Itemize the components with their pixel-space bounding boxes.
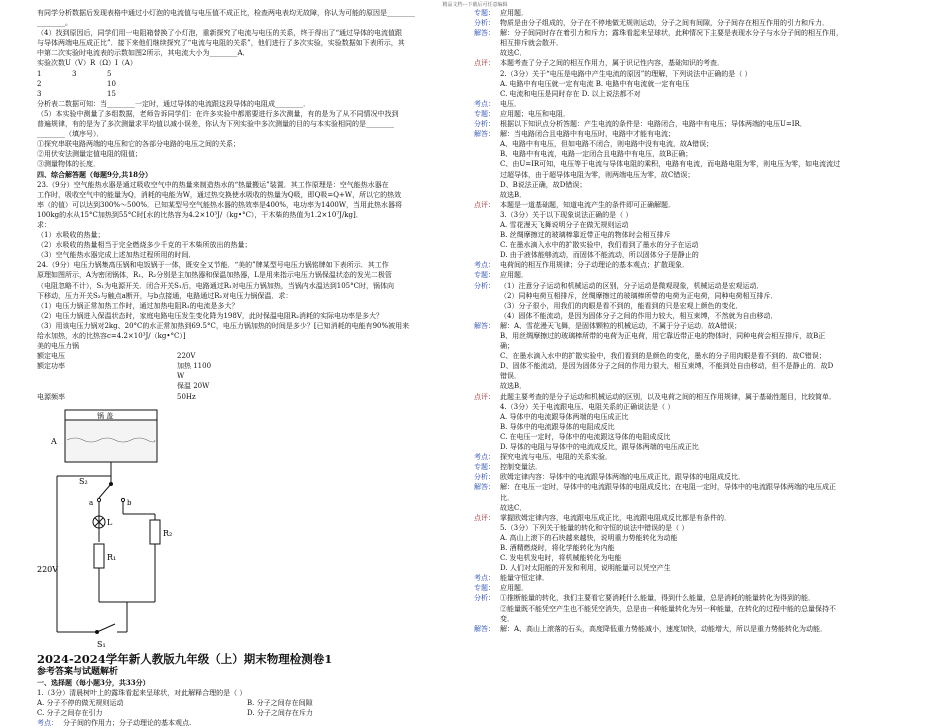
kd-text: 分子间的作用力；分子动理论的基本观点. bbox=[63, 719, 192, 728]
right-column bbox=[474, 8, 916, 672]
answer-line bbox=[474, 402, 916, 412]
answer-line bbox=[474, 270, 916, 280]
answer-text: 变． bbox=[500, 614, 514, 623]
answer-text: 故选B． bbox=[500, 190, 527, 199]
table-cell: 5 bbox=[107, 69, 112, 78]
pot-lid-label: 锅 盖 bbox=[97, 411, 114, 420]
answer-text: A. 雪花漫天飞舞说明分子在做无规则运动 bbox=[500, 220, 629, 229]
answer-text: 物质是由分子组成的，分子在不停地做无规则运动，分子之间有间隙，分子间存在相互作用的引力和斥力． bbox=[500, 19, 829, 28]
text-line: 下移动，压力开关S₂与触点a断开，与b点接通，电路通过R₂对电压力锅保温．求： bbox=[37, 291, 293, 300]
label-a-vessel: A bbox=[51, 436, 57, 446]
answer-text: 解：分子间同时存在着引力和斥力；露珠看起来呈球状，此种情况下主要是表现水分子与水分子间的相互作用， bbox=[500, 29, 843, 38]
answer-line bbox=[474, 230, 916, 240]
answer-line bbox=[474, 180, 916, 190]
nameplate-value: 220V bbox=[177, 352, 196, 361]
nameplate-value: 50Hz bbox=[177, 392, 196, 401]
nameplate-key bbox=[37, 381, 177, 391]
answer-text: B. 酒精燃烧时，将化学能转化为内能 bbox=[500, 543, 615, 552]
answer-line bbox=[474, 593, 916, 603]
answer-text: 4.（3分）关于电流跟电压、电阻关系的正确说法是（ ） bbox=[500, 402, 675, 411]
answer-text: 应用题． bbox=[500, 271, 528, 280]
answer-line bbox=[474, 422, 916, 432]
table-row bbox=[37, 69, 465, 79]
answer-line bbox=[474, 220, 916, 230]
nameplate-value: W bbox=[177, 372, 185, 381]
label-r1: R₁ bbox=[107, 552, 117, 562]
answer-text: 控制变量法． bbox=[500, 463, 542, 472]
answer-text: D、B说法正确，故D错误； bbox=[500, 180, 587, 189]
answer-line bbox=[474, 291, 916, 301]
kd-label: 考点： bbox=[37, 719, 58, 728]
text-line: （1）水吸收的热量； bbox=[37, 231, 105, 240]
answer-text: 根据以下知识点分析答题：产生电流的条件是：电路闭合，电路中有电压；导体两端的电压U=IR． bbox=[500, 120, 807, 129]
section-label: 点评： bbox=[474, 200, 495, 209]
resistor-r2 bbox=[150, 520, 160, 544]
section-label: 解答： bbox=[474, 624, 495, 633]
answer-line bbox=[474, 321, 916, 331]
answer-line bbox=[474, 462, 916, 472]
answer-line bbox=[474, 99, 916, 109]
table-cell: 15 bbox=[107, 89, 116, 98]
answer-line bbox=[474, 240, 916, 250]
answer-text: 本题考查了分子之间的相互作用力，属于识记性内容，基础知识的考查． bbox=[500, 59, 724, 68]
text-line: ________。 bbox=[37, 19, 72, 28]
answer-line bbox=[474, 513, 916, 523]
nameplate-key: 电源频率 bbox=[37, 392, 65, 401]
answer-text: 电荷间的相互作用规律；分子动理论的基本观点；扩散现象． bbox=[500, 261, 689, 270]
answer-text: 比． bbox=[500, 493, 514, 502]
table-cell: 10 bbox=[107, 79, 116, 88]
answer-line bbox=[474, 149, 916, 159]
question-23 bbox=[37, 180, 465, 261]
table-cell: 3 bbox=[37, 89, 42, 98]
answer-text: C、在墨水滴入水中的扩散实验中，我们看到的是颜色的变化，墨水的分子用肉眼是看不到的．故C错误； bbox=[500, 352, 826, 361]
table-cell bbox=[142, 89, 177, 99]
answer-line bbox=[474, 200, 916, 210]
text-line: 求： bbox=[37, 220, 51, 229]
answer-text: A. 导体中的电流跟导体两端的电压成正比 bbox=[500, 412, 629, 421]
answer-text: 3.（3分）关于以下现象说法正确的是（ ） bbox=[500, 210, 633, 219]
section-label: 考点： bbox=[474, 99, 495, 108]
answer-option: A. 分子不停的做无规则运动 bbox=[37, 698, 124, 707]
switch-s1-blade bbox=[97, 624, 115, 632]
answer-text: 应用题． bbox=[500, 9, 528, 17]
answer-line bbox=[474, 604, 916, 614]
question-24 bbox=[37, 260, 465, 351]
answer-line bbox=[474, 543, 916, 553]
answer-line bbox=[474, 28, 916, 38]
answer-text: 本题是一道基础题，知道电流产生的条件即可正确解题． bbox=[500, 200, 675, 209]
answer-line bbox=[474, 109, 916, 119]
answer-text: 掌握欧姆定律内容，电流跟电压成正比，电流跟电阻成反比都是有条件的． bbox=[500, 513, 731, 522]
answer-text: 电压． bbox=[500, 99, 521, 108]
answer-text: ②能量既不能凭空产生也不能凭空消失，总是由一种能量转化为另一种能量，在转化的过程中能的总量保持不 bbox=[500, 604, 836, 613]
section-label: 分析： bbox=[474, 19, 495, 28]
answer-line bbox=[474, 614, 916, 624]
answer-text: （1）注意分子运动和机械运动的区别，分子运动是微观现象，机械运动是宏观运动． bbox=[500, 281, 764, 290]
text-line: （电阻忽略不计），S₁为电源开关．闭合开关S₁后，电路通过R₁对电压力锅加热，当锅内水温达到105°C时，锅体向 bbox=[37, 281, 394, 290]
label-supply-voltage: 220V bbox=[37, 564, 59, 574]
answer-line bbox=[474, 79, 916, 89]
table-cell: 3 bbox=[72, 69, 77, 78]
answer-line bbox=[474, 482, 916, 492]
answer-line bbox=[474, 624, 916, 634]
answer-line bbox=[474, 311, 916, 321]
answer-text: D、固体不能流动，是因为固体分子之间的作用力很大，相互束缚，不能到处自由移动，但不是静止的．故D bbox=[500, 362, 834, 371]
section-label: 考点： bbox=[474, 574, 495, 583]
answer-text: 解：A、高山上滚落的石头，高度降低重力势能减小，速度加快，动能增大，所以是重力势能转化为动能． bbox=[500, 624, 828, 633]
text-line: （2）水吸收的热量相当于完全燃烧多少千克的干木柴所放出的热量； bbox=[37, 241, 252, 250]
switch-s2-blade bbox=[99, 484, 111, 498]
answer-text: 应用题；电压和电阻． bbox=[500, 109, 570, 118]
label-contact-b: b bbox=[127, 498, 132, 507]
q22-continued bbox=[37, 8, 465, 69]
answer-text: 故选B． bbox=[500, 382, 527, 391]
answer-line bbox=[474, 493, 916, 503]
label-s2: S₂ bbox=[79, 476, 88, 486]
answer-text: （3）分子很小，用我们的肉眼是看不到的，能看到的只是宏观上颜色的变化． bbox=[500, 301, 743, 310]
answer-line bbox=[474, 573, 916, 583]
label-contact-a: a bbox=[89, 498, 94, 507]
answer-text: （2）同种电荷互相排斥，丝绸摩擦过的玻璃棒所带的电荷为正电荷，同种电荷相互排斥． bbox=[500, 291, 778, 300]
answer-line bbox=[474, 533, 916, 543]
answer-text: 错误． bbox=[500, 372, 521, 381]
text-line: 普遍规律，有的是为了多次测量求平均值以减小误差，你认为下列实验中多次测量的目的与本实验相同的是________ bbox=[37, 120, 394, 129]
answer-text: 欧姆定律内容：导体中的电流跟导体两端的电压成正比，跟导体的电阻成反比． bbox=[500, 473, 745, 482]
answer-line bbox=[474, 381, 916, 391]
nameplate-key: 额定电压 bbox=[37, 352, 65, 361]
label-s1: S₁ bbox=[97, 639, 106, 649]
answer-line bbox=[474, 442, 916, 452]
pressure-cooker-circuit-diagram bbox=[37, 402, 187, 652]
answer-text: ①推断能量的转化，我们主要看它要消耗什么能量，得到什么能量，总是消耗的能量转化为得到的能． bbox=[500, 594, 815, 603]
answer-line bbox=[474, 553, 916, 563]
text-line: （3）空气能热水器完成上述加热过程所用的时间． bbox=[37, 251, 196, 260]
nameplate-key bbox=[37, 371, 177, 381]
q22-analysis bbox=[37, 99, 465, 170]
experiment-table bbox=[37, 69, 465, 99]
answer-line bbox=[474, 38, 916, 48]
table-row bbox=[37, 79, 465, 89]
pot-body bbox=[65, 420, 157, 462]
section-label: 分析： bbox=[474, 594, 495, 603]
answer-text: 解：当电路闭合且电路中有电压时，电路中才能有电流； bbox=[500, 130, 675, 139]
answer-line bbox=[474, 210, 916, 220]
nameplate-value: 保温 20W bbox=[177, 382, 210, 391]
nameplate-key: 额定功率 bbox=[37, 362, 65, 371]
answer-line bbox=[474, 341, 916, 351]
section-label: 专题： bbox=[474, 109, 495, 118]
answer-line bbox=[474, 523, 916, 533]
answer-text: 解：在电压一定时，导体中的电流跟导体的电阻成反比；在电阻一定时，导体中的电流跟导体两端的电压成正 bbox=[500, 483, 836, 492]
section-label: 考点： bbox=[474, 453, 495, 462]
answer-text: B、用丝绸摩擦过的玻璃棒所带的电荷为正电荷，用它靠近带正电的物体时，同种电荷会相互排斥，故B正 bbox=[500, 332, 826, 340]
section-label: 专题： bbox=[474, 463, 495, 472]
answer-option: C. 分子之间存在引力 bbox=[37, 708, 103, 717]
text-line: ②用伏安法测量定值电阻的阻值； bbox=[37, 150, 142, 159]
page-watermark: 精品文档---下载后可任意编辑 bbox=[442, 2, 508, 8]
answer-text: 此题主要考查的是分子运动和机械运动的区别，以及电荷之间的相互作用规律，属于基础性题目，比较简单． bbox=[500, 392, 836, 401]
answer-option: B. 分子之间存在间隙 bbox=[247, 698, 313, 707]
section-label: 解答： bbox=[474, 130, 495, 139]
text-line: 原理如图所示，A为密闭锅体，R₁、R₂分别是主加热器和保温加热器，L是用来指示电压力锅保温状态的发光二极管 bbox=[37, 271, 392, 280]
answer-line bbox=[474, 18, 916, 28]
section-label: 分析： bbox=[474, 473, 495, 482]
nameplate-table bbox=[37, 351, 465, 401]
text-line: 23.（9分）空气能热水器是通过吸收空气中的热量来制造热水的“热量搬运”装置．其工作原理是：空气能热水器在 bbox=[37, 180, 389, 189]
section-label: 解答： bbox=[474, 29, 495, 38]
text-line: （1）电压力锅正常加热工作时，通过加热电阻R₁的电流是多大？ bbox=[37, 301, 239, 310]
text-line: （5）本实验中测量了多组数据，老师告诉同学们：在许多实验中都需要进行多次测量，有的是为了从不同情况中找到 bbox=[37, 109, 399, 118]
answer-line bbox=[474, 472, 916, 482]
answer-line bbox=[474, 8, 916, 18]
answer-text: C. 在电压一定时，导体中的电流跟这导体的电阻成反比 bbox=[500, 432, 671, 441]
text-line: 工作时，吸收空气中的能量为Q，消耗的电能为W，通过热交换使水吸收的热量为Q吸，即Q吸=Q+W，所以它的热效 bbox=[37, 190, 402, 199]
answer-text: B. 丝绸摩擦过的玻璃棒靠近带正电的物体时会相互排斥 bbox=[500, 231, 671, 240]
contact-b bbox=[121, 498, 124, 501]
nameplate-row bbox=[37, 392, 465, 402]
label-r2: R₂ bbox=[163, 528, 173, 538]
section-label: 专题： bbox=[474, 9, 495, 17]
section-label: 点评： bbox=[474, 513, 495, 522]
text-line: 与导体两端电压成正比”．接下来他们继续探究了“电流与电阻的关系”，他们进行了多次实验，实验数据如下表所示，其 bbox=[37, 39, 405, 48]
resistor-r1 bbox=[94, 544, 104, 568]
answer-text: 5.（3分）下列关于能量的转化和守恒的说法中错误的是（ ） bbox=[500, 523, 689, 532]
section-label: 专题： bbox=[474, 584, 495, 593]
table-cell: 2 bbox=[37, 79, 42, 88]
table-cell bbox=[142, 79, 177, 89]
section-4-heading: 四、综合解答题（每题9分,共18分） bbox=[37, 169, 153, 179]
answer-text: D. 人们对太阳能的开发和利用，说明能量可以凭空产生 bbox=[500, 564, 671, 573]
table-cell bbox=[142, 69, 177, 79]
answer-line bbox=[474, 432, 916, 442]
exam-title: 2024-2024学年新人教版九年级（上）期末物理检测卷1 bbox=[37, 651, 333, 666]
text-line: 分析表二数据可知：当________一定时，通过导体的电流跟这段导体的电阻成________． bbox=[37, 99, 310, 108]
text-line: （4）找到原因后，同学们用一电阻箱替换了小灯泡，重新探究了电流与电压的关系，终于得出了“通过导体的电流值跟 bbox=[37, 29, 403, 38]
answer-line bbox=[474, 89, 916, 99]
answer-line bbox=[474, 351, 916, 361]
answer-text: 能量守恒定律． bbox=[500, 574, 549, 583]
answer-text: C、由U=IR可知，电压等于电流与导体电阻的乘积，电路有电流，而电路电阻为零，则电压为零，如电流流过 bbox=[500, 160, 841, 169]
answer-text: 应用题． bbox=[500, 584, 528, 593]
answer-text: 相互排斥就会散开． bbox=[500, 39, 563, 48]
section-label: 分析： bbox=[474, 120, 495, 129]
answer-line bbox=[474, 48, 916, 58]
table-cell bbox=[72, 79, 107, 89]
text-line: （3）用该电压力锅对2kg、20°C的水正常加热到69.5°C，电压力锅加热的时间是多少？[已知消耗的电能有90%被用来 bbox=[37, 321, 410, 330]
answer-line bbox=[474, 159, 916, 169]
question-1-options bbox=[37, 698, 465, 718]
section-1-heading: 一、选择题（每小题3分，共33分） bbox=[37, 677, 150, 687]
answer-text: A. 电路中有电压就一定有电流 B. 电路中有电流就一定有电压 bbox=[500, 79, 690, 88]
option-row bbox=[37, 698, 465, 708]
text-line: ①探究串联电路两端的电压和它的各部分电路的电压之间的关系； bbox=[37, 140, 240, 149]
answer-line bbox=[474, 190, 916, 200]
answer-key-title: 参考答案与试题解析 bbox=[37, 666, 119, 677]
answer-line bbox=[474, 250, 916, 260]
answer-line bbox=[474, 583, 916, 593]
answer-text: A. 高山上滚下的石块越来越快，说明重力势能转化为动能 bbox=[500, 533, 678, 542]
section-label: 解答： bbox=[474, 321, 495, 330]
label-l: L bbox=[107, 517, 113, 527]
section-label: 点评： bbox=[474, 59, 495, 68]
answer-text: 故选C． bbox=[500, 503, 527, 512]
answer-line bbox=[474, 563, 916, 573]
answer-line bbox=[474, 371, 916, 381]
answer-line bbox=[474, 281, 916, 291]
text-line: 实验次数U（V）R（Ω）I（A） bbox=[37, 59, 137, 68]
nameplate-row bbox=[37, 361, 465, 371]
answer-text: 故选C． bbox=[500, 49, 527, 58]
nameplate-row bbox=[37, 351, 465, 361]
answer-line bbox=[474, 69, 916, 79]
answer-text: D. 由于液体能够流动，而固体不能流动，所以固体分子是静止的 bbox=[500, 251, 699, 260]
answer-line bbox=[474, 331, 916, 341]
text-line: 100kg的水从15°C加热到55°C时[水的比热容为4.2×10³J/（kg•°C），干木柴的热值为1.2×10⁷J/kg]． bbox=[37, 210, 363, 219]
answer-line bbox=[474, 301, 916, 311]
answer-line bbox=[474, 58, 916, 68]
answer-text: （4）固体不能流动，是因为固体分子之间的作用力较大，相互束缚，不然就为自由移动． bbox=[500, 311, 778, 320]
answer-text: C. 发电机发电时，将机械能转化为电能 bbox=[500, 554, 622, 563]
answer-line bbox=[474, 170, 916, 180]
section-label: 考点： bbox=[474, 261, 495, 270]
left-column bbox=[37, 8, 465, 728]
table-row bbox=[37, 89, 465, 99]
text-line: 有同学分析数据后发现表格中通过小灯泡的电流值与电压值不成正比，检查两电表均无故障，你认为可能的原因是________ bbox=[37, 9, 415, 17]
q1-knowledge-point bbox=[37, 718, 465, 728]
table-cell: 1 bbox=[37, 69, 42, 78]
answer-line bbox=[474, 392, 916, 402]
section-label: 专题： bbox=[474, 271, 495, 280]
text-line: 率（的值）可以达到300%～500%．已知某型号空气能热水器的热效率是400%，电功率为1400W，当用此热水器将 bbox=[37, 200, 403, 209]
answer-line bbox=[474, 361, 916, 371]
section-label: 分析： bbox=[474, 281, 495, 290]
text-line: ③测量物体的长度． bbox=[37, 160, 100, 169]
text-line: 美的电压力锅 bbox=[37, 342, 79, 351]
answer-line bbox=[474, 139, 916, 149]
option-row bbox=[37, 708, 465, 718]
text-line: 中第二次实验时电流表的示数如图2所示，其电流大小为________A． bbox=[37, 49, 250, 58]
nameplate-row bbox=[37, 371, 465, 381]
text-line: （2）电压力锅进入保温状态时，家庭电路电压发生变化降为198V，此时保温电阻R₂消耗的实际电功率是多大？ bbox=[37, 311, 383, 320]
answer-option: D. 分子之间存在斥力 bbox=[247, 708, 313, 717]
answer-text: 探究电流与电压、电阻的关系实验． bbox=[500, 453, 612, 462]
answer-line bbox=[474, 452, 916, 462]
text-line: ________（填序号）． bbox=[37, 130, 104, 139]
answer-text: 2.（3分）关于“电压是电路中产生电流的原因”的理解，下列说法中正确的是（ ） bbox=[500, 69, 752, 78]
answer-text: A、电路中有电压，但如电路不闭合，则电路中没有电流，故A错误； bbox=[500, 140, 714, 149]
answer-text: 过超导体，由于超导体电阻为零，则两端电压为零，故C错误； bbox=[500, 170, 695, 179]
answer-line bbox=[474, 129, 916, 139]
nameplate-row bbox=[37, 381, 465, 391]
answer-text: C. 在墨水滴入水中的扩散实验中，我们看到了墨水的分子在运动 bbox=[500, 241, 699, 250]
table-cell bbox=[72, 89, 107, 99]
text-line: 24.（9分）电压力锅集高压锅和电饭锅于一体，既安全又节能．“美的”牌某型号电压力锅铭牌如下表所示．其工作 bbox=[37, 261, 389, 270]
answer-line bbox=[474, 260, 916, 270]
answer-text: C. 电流和电压是同时存在 D. 以上说法都不对 bbox=[500, 89, 641, 98]
contact-a bbox=[97, 498, 100, 501]
answer-text: 确； bbox=[500, 342, 514, 351]
question-1: 1.（3分）清晨树叶上的露珠看起来呈球状，对此解释合理的是（ ） bbox=[37, 688, 247, 697]
nameplate-value: 加热 1100 bbox=[177, 362, 212, 371]
answer-text: B. 导体中的电流跟导体的电阻成反比 bbox=[500, 422, 615, 431]
answer-line bbox=[474, 412, 916, 422]
answer-line bbox=[474, 119, 916, 129]
text-line: 给水加热，水的比热容c=4.2×10³J/（kg•°C）] bbox=[37, 332, 186, 340]
section-label: 解答： bbox=[474, 483, 495, 492]
section-label: 点评： bbox=[474, 392, 495, 401]
answer-text: D. 导体的电阻与导体中的电流成反比，跟导体两端的电压成正比 bbox=[500, 443, 699, 452]
answer-text: 解：A、雪花漫天飞舞，是固体颗粒的机械运动，不属于分子运动．故A错误； bbox=[500, 321, 742, 330]
answer-line bbox=[474, 503, 916, 513]
answer-text: B、电路中有电流，电路一定闭合且电路中有电压，故B正确； bbox=[500, 150, 693, 159]
